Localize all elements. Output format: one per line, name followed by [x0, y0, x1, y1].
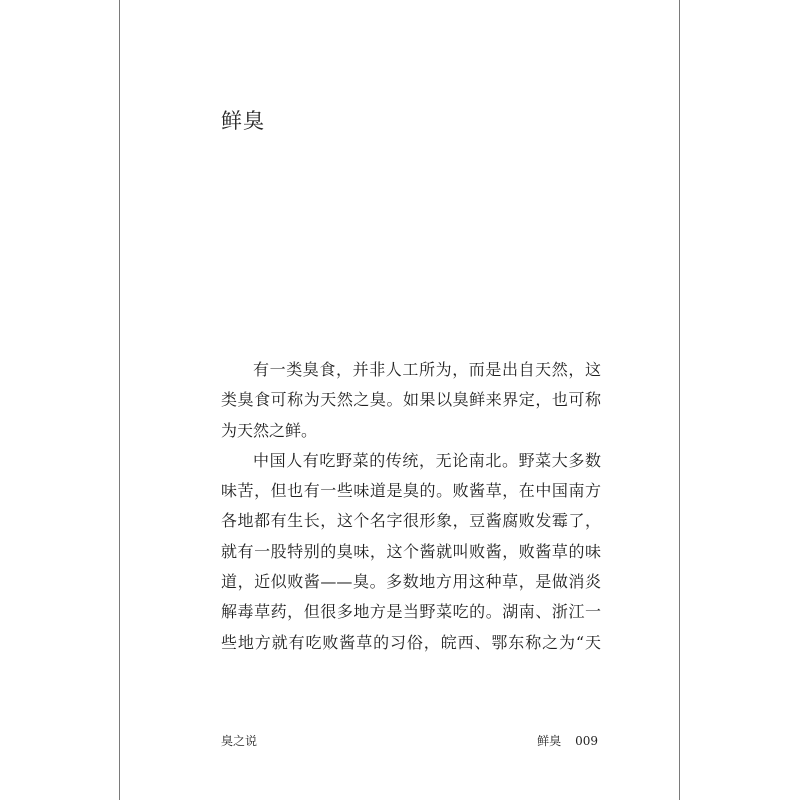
text-line: 就有一股特别的臭味，这个酱就叫败酱，败酱草的味 — [221, 541, 601, 561]
page-number: 009 — [575, 734, 598, 748]
page-left-edge — [119, 0, 120, 800]
footer-book-title: 臭之说 — [221, 734, 258, 748]
text-line: 解毒草药，但很多地方是当野菜吃的。湖南、浙江一 — [221, 602, 601, 622]
text-line: 道，近似败酱——臭。多数地方用这种草，是做消炎 — [221, 572, 601, 592]
text-line: 些地方就有吃败酱草的习俗，皖西、鄂东称之为“天 — [221, 632, 601, 652]
text-line: 有一类臭食，并非人工所为，而是出自天然，这 — [253, 360, 601, 379]
text-line: 为天然之鲜。 — [221, 420, 318, 440]
text-line: 各地都有生长，这个名字很形象，豆酱腐败发霉了， — [221, 511, 601, 531]
page-right-edge — [679, 0, 680, 800]
text-line: 中国人有吃野菜的传统，无论南北。野菜大多数 — [253, 450, 601, 470]
text-line: 类臭食可称为天然之臭。如果以臭鲜来界定，也可称 — [221, 390, 601, 410]
text-line: 味苦，但也有一些味道是臭的。败酱草，在中国南方 — [221, 481, 601, 501]
footer-section-title: 鲜臭 — [537, 734, 562, 748]
footer-page-info — [537, 733, 598, 749]
chapter-title: 鲜臭 — [221, 109, 265, 133]
body-text — [221, 355, 601, 658]
